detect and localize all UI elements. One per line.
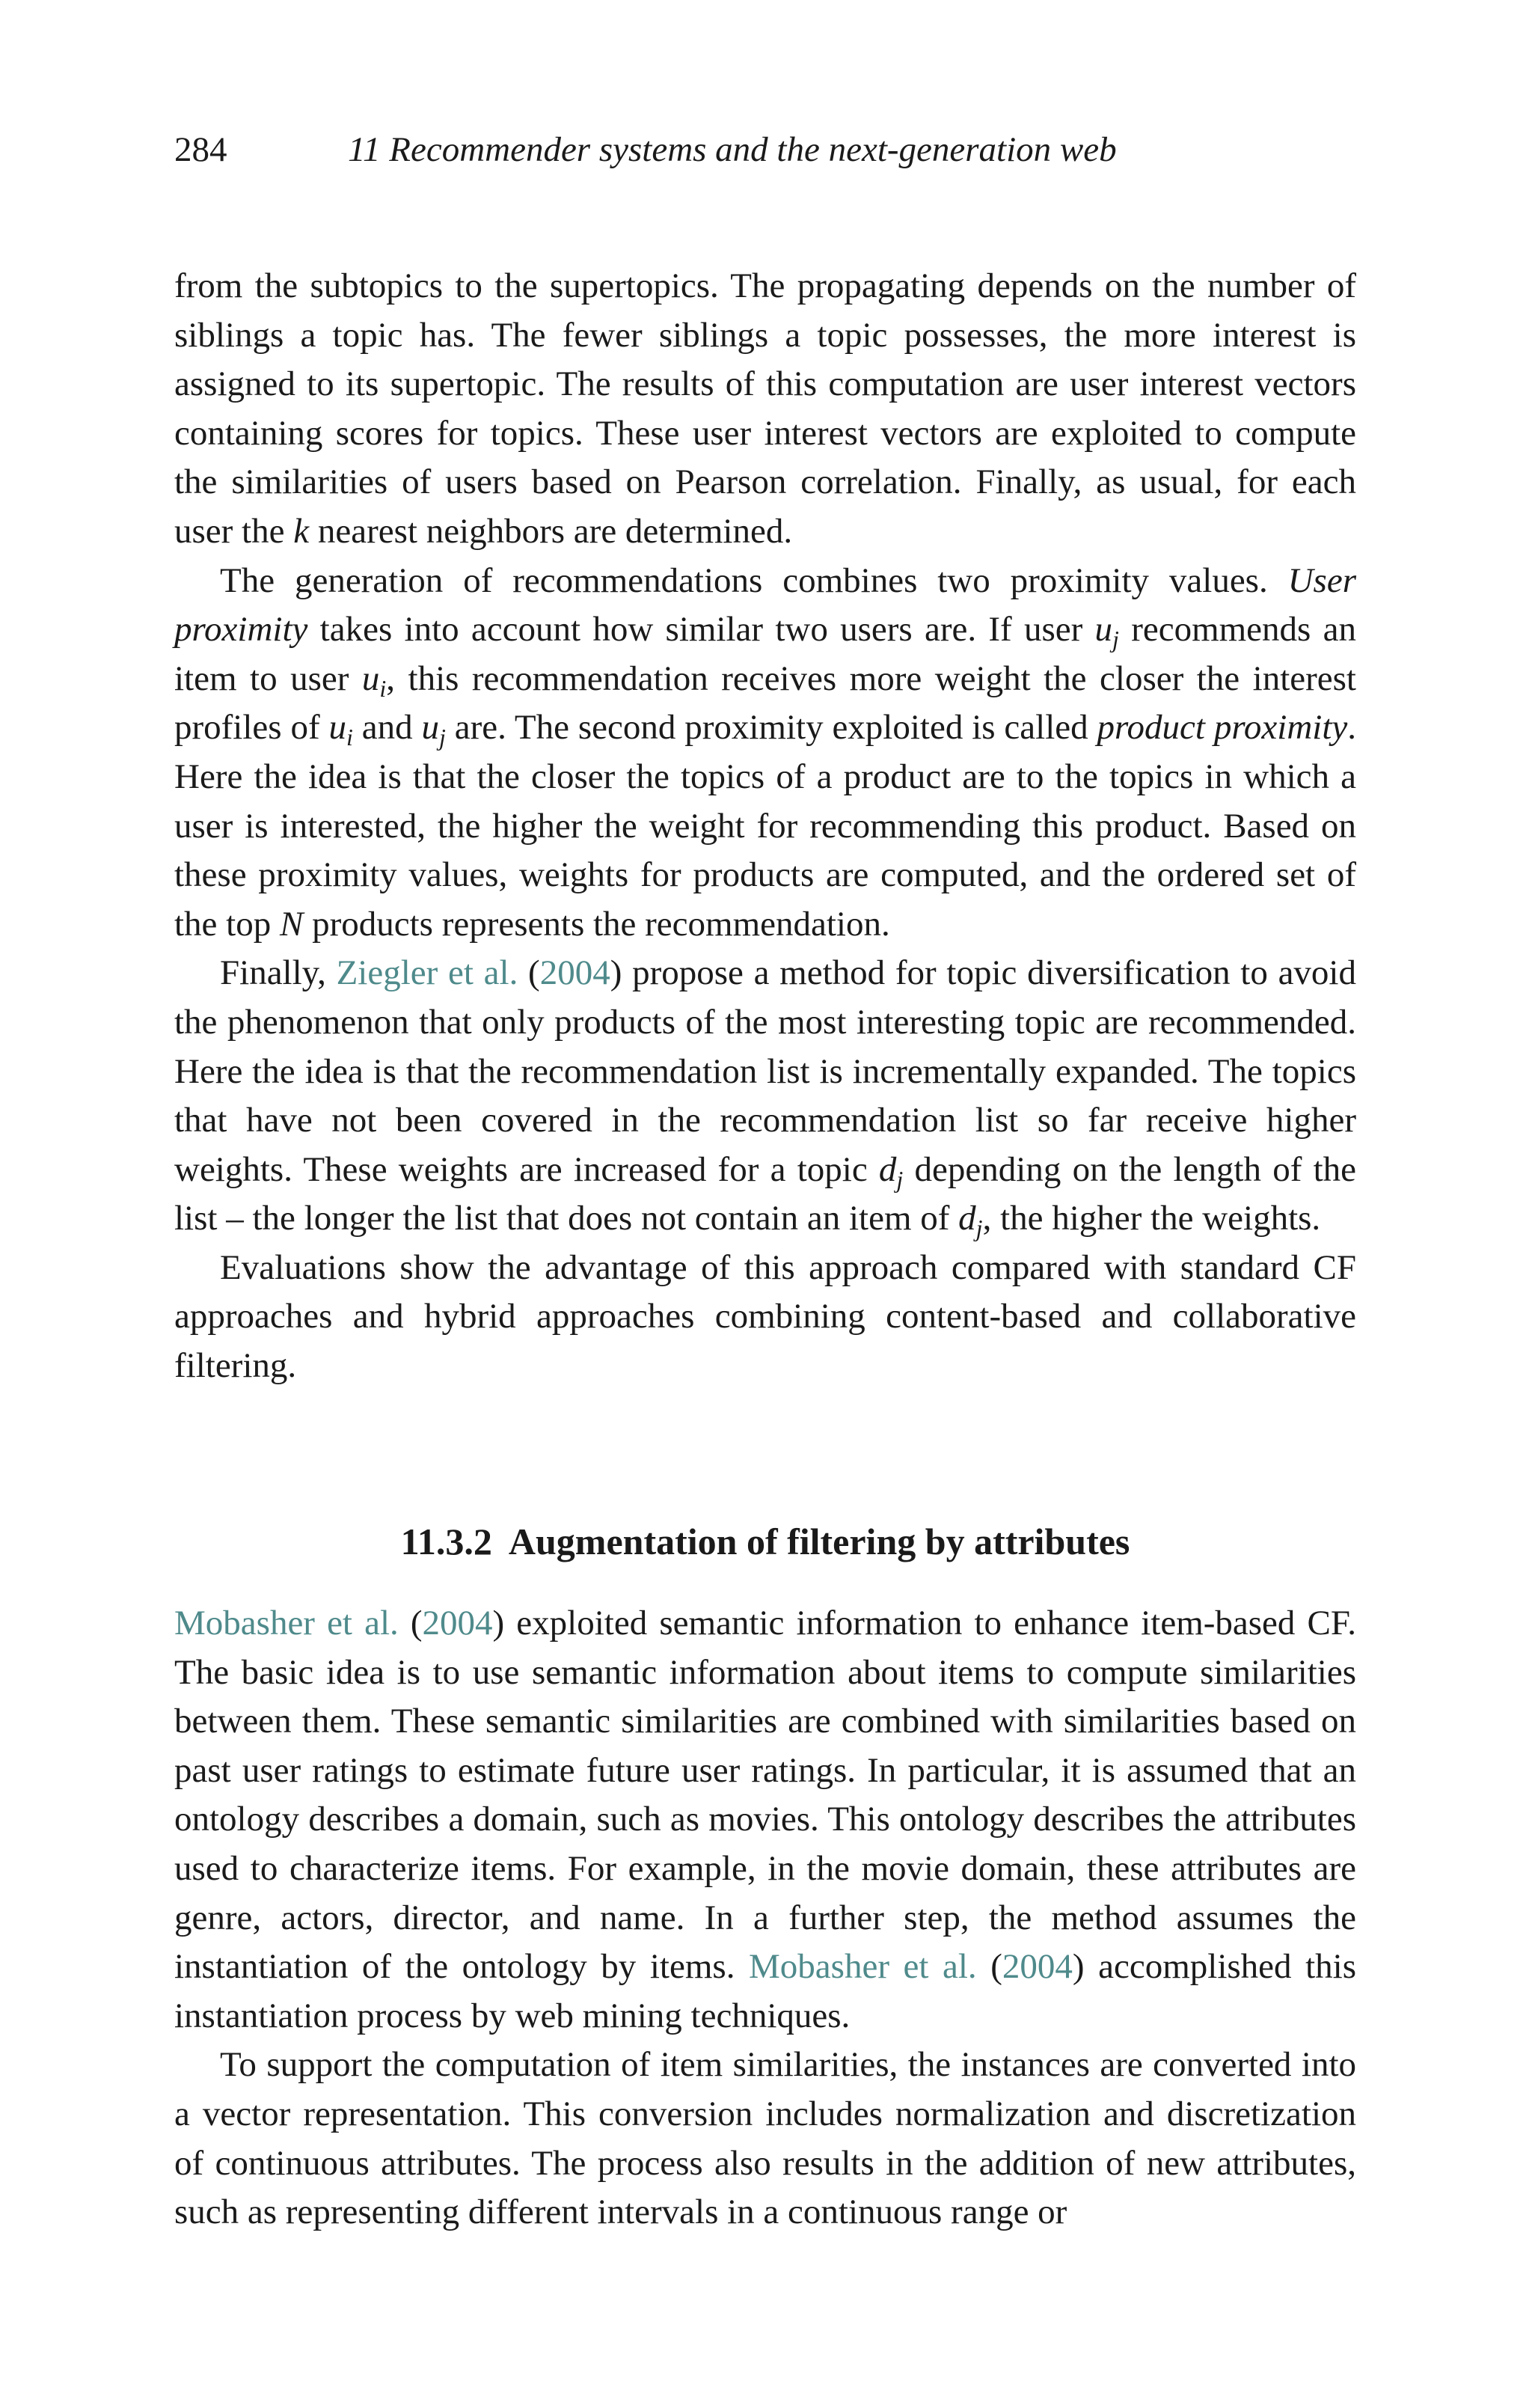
paragraph-text: ) exploited semantic information to enhance item-based CF. The basic idea is to use semantic information about items to compute similarities between them. These semantic similarities are combined with similarities based on past user ratings to estimate future user ratings. In particular, it is assumed that an ontology describes a domain, such as movies. This ontology describes the attributes used to characterize items. For example, in the movie domain, these attributes are genre, actors, director, and name. In a further step, the method assumes the instantiation of the ontology by items.	[174, 1604, 1356, 1987]
math-subscript: i	[379, 675, 387, 702]
section-number: 11.3.2	[400, 1521, 492, 1562]
citation-year-link[interactable]: 2004	[539, 953, 610, 993]
citation-year-link[interactable]: 2004	[1002, 1947, 1073, 1987]
paragraph-text: products represents the recommendation.	[303, 904, 890, 944]
page-header	[174, 126, 1117, 174]
paragraph-text: , this recommendation receives more weight the closer the interest profiles of	[174, 658, 1356, 748]
math-subscript: i	[346, 724, 353, 751]
paragraph-text: are. The second proximity exploited is called	[445, 708, 1097, 748]
math-variable: N	[279, 904, 304, 944]
running-title: 11 Recommender systems and the next-generation web	[348, 130, 1117, 169]
paragraph-text: Evaluations show the advantage of this approach compared with standard CF approaches and hybrid approaches combining content-based and collaborative filtering.	[174, 1247, 1356, 1386]
paragraph-text: , the higher the weights.	[982, 1199, 1321, 1238]
paragraph-text: The generation of recommendations combines two proximity values.	[220, 560, 1288, 600]
paragraph-text: ) propose a method for topic diversification to avoid the phenomenon that only products of the most interesting topic are recommended. Here the idea is that the recommendation list is incrementally expanded. The topics that have not been covered in the recommendation list so far receive higher weights. These weights are increased for a topic	[174, 953, 1356, 1189]
paragraph-text: . Here the idea is that the closer the topics of a product are to the topics in which a user is interested, the higher the weight for recommending this product. Based on these proximity values, weights for products are computed, and the ordered set of the top	[174, 708, 1356, 944]
body-text-lower	[174, 1599, 1356, 2237]
paragraph-text: (	[518, 953, 540, 993]
emphasis-term: product proximity	[1097, 708, 1348, 748]
section-title: Augmentation of filtering by attributes	[508, 1521, 1130, 1562]
math-variable: u	[421, 708, 439, 748]
section-heading	[174, 1517, 1356, 1566]
paragraph-text: nearest neighbors are determined.	[309, 511, 793, 551]
math-variable: k	[293, 511, 310, 551]
paragraph-text: depending on the length of the list – the longer the list that does not contain an item of	[174, 1149, 1356, 1238]
emphasis-term: User proximity	[174, 560, 1356, 650]
paragraph-text: takes into account how similar two users are. If user	[307, 610, 1095, 650]
math-variable: u	[361, 658, 380, 698]
paragraph-text: recommends an item to user	[174, 610, 1356, 698]
paragraph-text: ) accomplished this instantiation process by web mining techniques.	[174, 1947, 1357, 2035]
math-variable: d	[958, 1199, 976, 1238]
paragraph	[174, 1599, 1356, 2041]
paragraph	[174, 557, 1356, 950]
math-variable: u	[1094, 610, 1113, 650]
page-number: 284	[174, 130, 227, 169]
paragraph-text: To support the computation of item similarities, the instances are converted into a vector representation. This conversion includes normalization and discretization of continuous attributes. The process also results in the addition of new attributes, such as representing different intervals in a continuous range or	[174, 2045, 1356, 2232]
body-text-upper	[174, 262, 1356, 1391]
paragraph-text: (	[976, 1947, 1002, 1987]
math-subscript: j	[975, 1215, 983, 1242]
citation-link[interactable]: Ziegler et al.	[336, 953, 518, 993]
citation-link[interactable]: Mobasher et al.	[749, 1947, 977, 1987]
paragraph-text: (	[398, 1604, 423, 1642]
paragraph	[174, 949, 1356, 1244]
math-variable: u	[328, 708, 346, 748]
paragraph	[174, 262, 1356, 557]
paragraph-text: and	[352, 708, 422, 748]
paragraph-text: Finally,	[220, 953, 337, 993]
citation-link[interactable]: Mobasher et al.	[174, 1604, 399, 1642]
math-subscript: j	[1112, 626, 1119, 653]
math-subscript: j	[438, 724, 446, 751]
math-subscript: j	[896, 1166, 904, 1193]
math-variable: d	[878, 1149, 897, 1189]
citation-year-link[interactable]: 2004	[422, 1604, 493, 1642]
paragraph-text: from the subtopics to the supertopics. The propagating depends on the number of siblings a topic has. The fewer siblings a topic possesses, the more interest is assigned to its supertopic. The results of this computation are user interest vectors containing scores for topics. These user interest vectors are exploited to compute the similarities of users based on Pearson correlation. Finally, as usual, for each user the	[174, 266, 1356, 551]
paragraph	[174, 1244, 1356, 1391]
paragraph	[174, 2041, 1356, 2237]
